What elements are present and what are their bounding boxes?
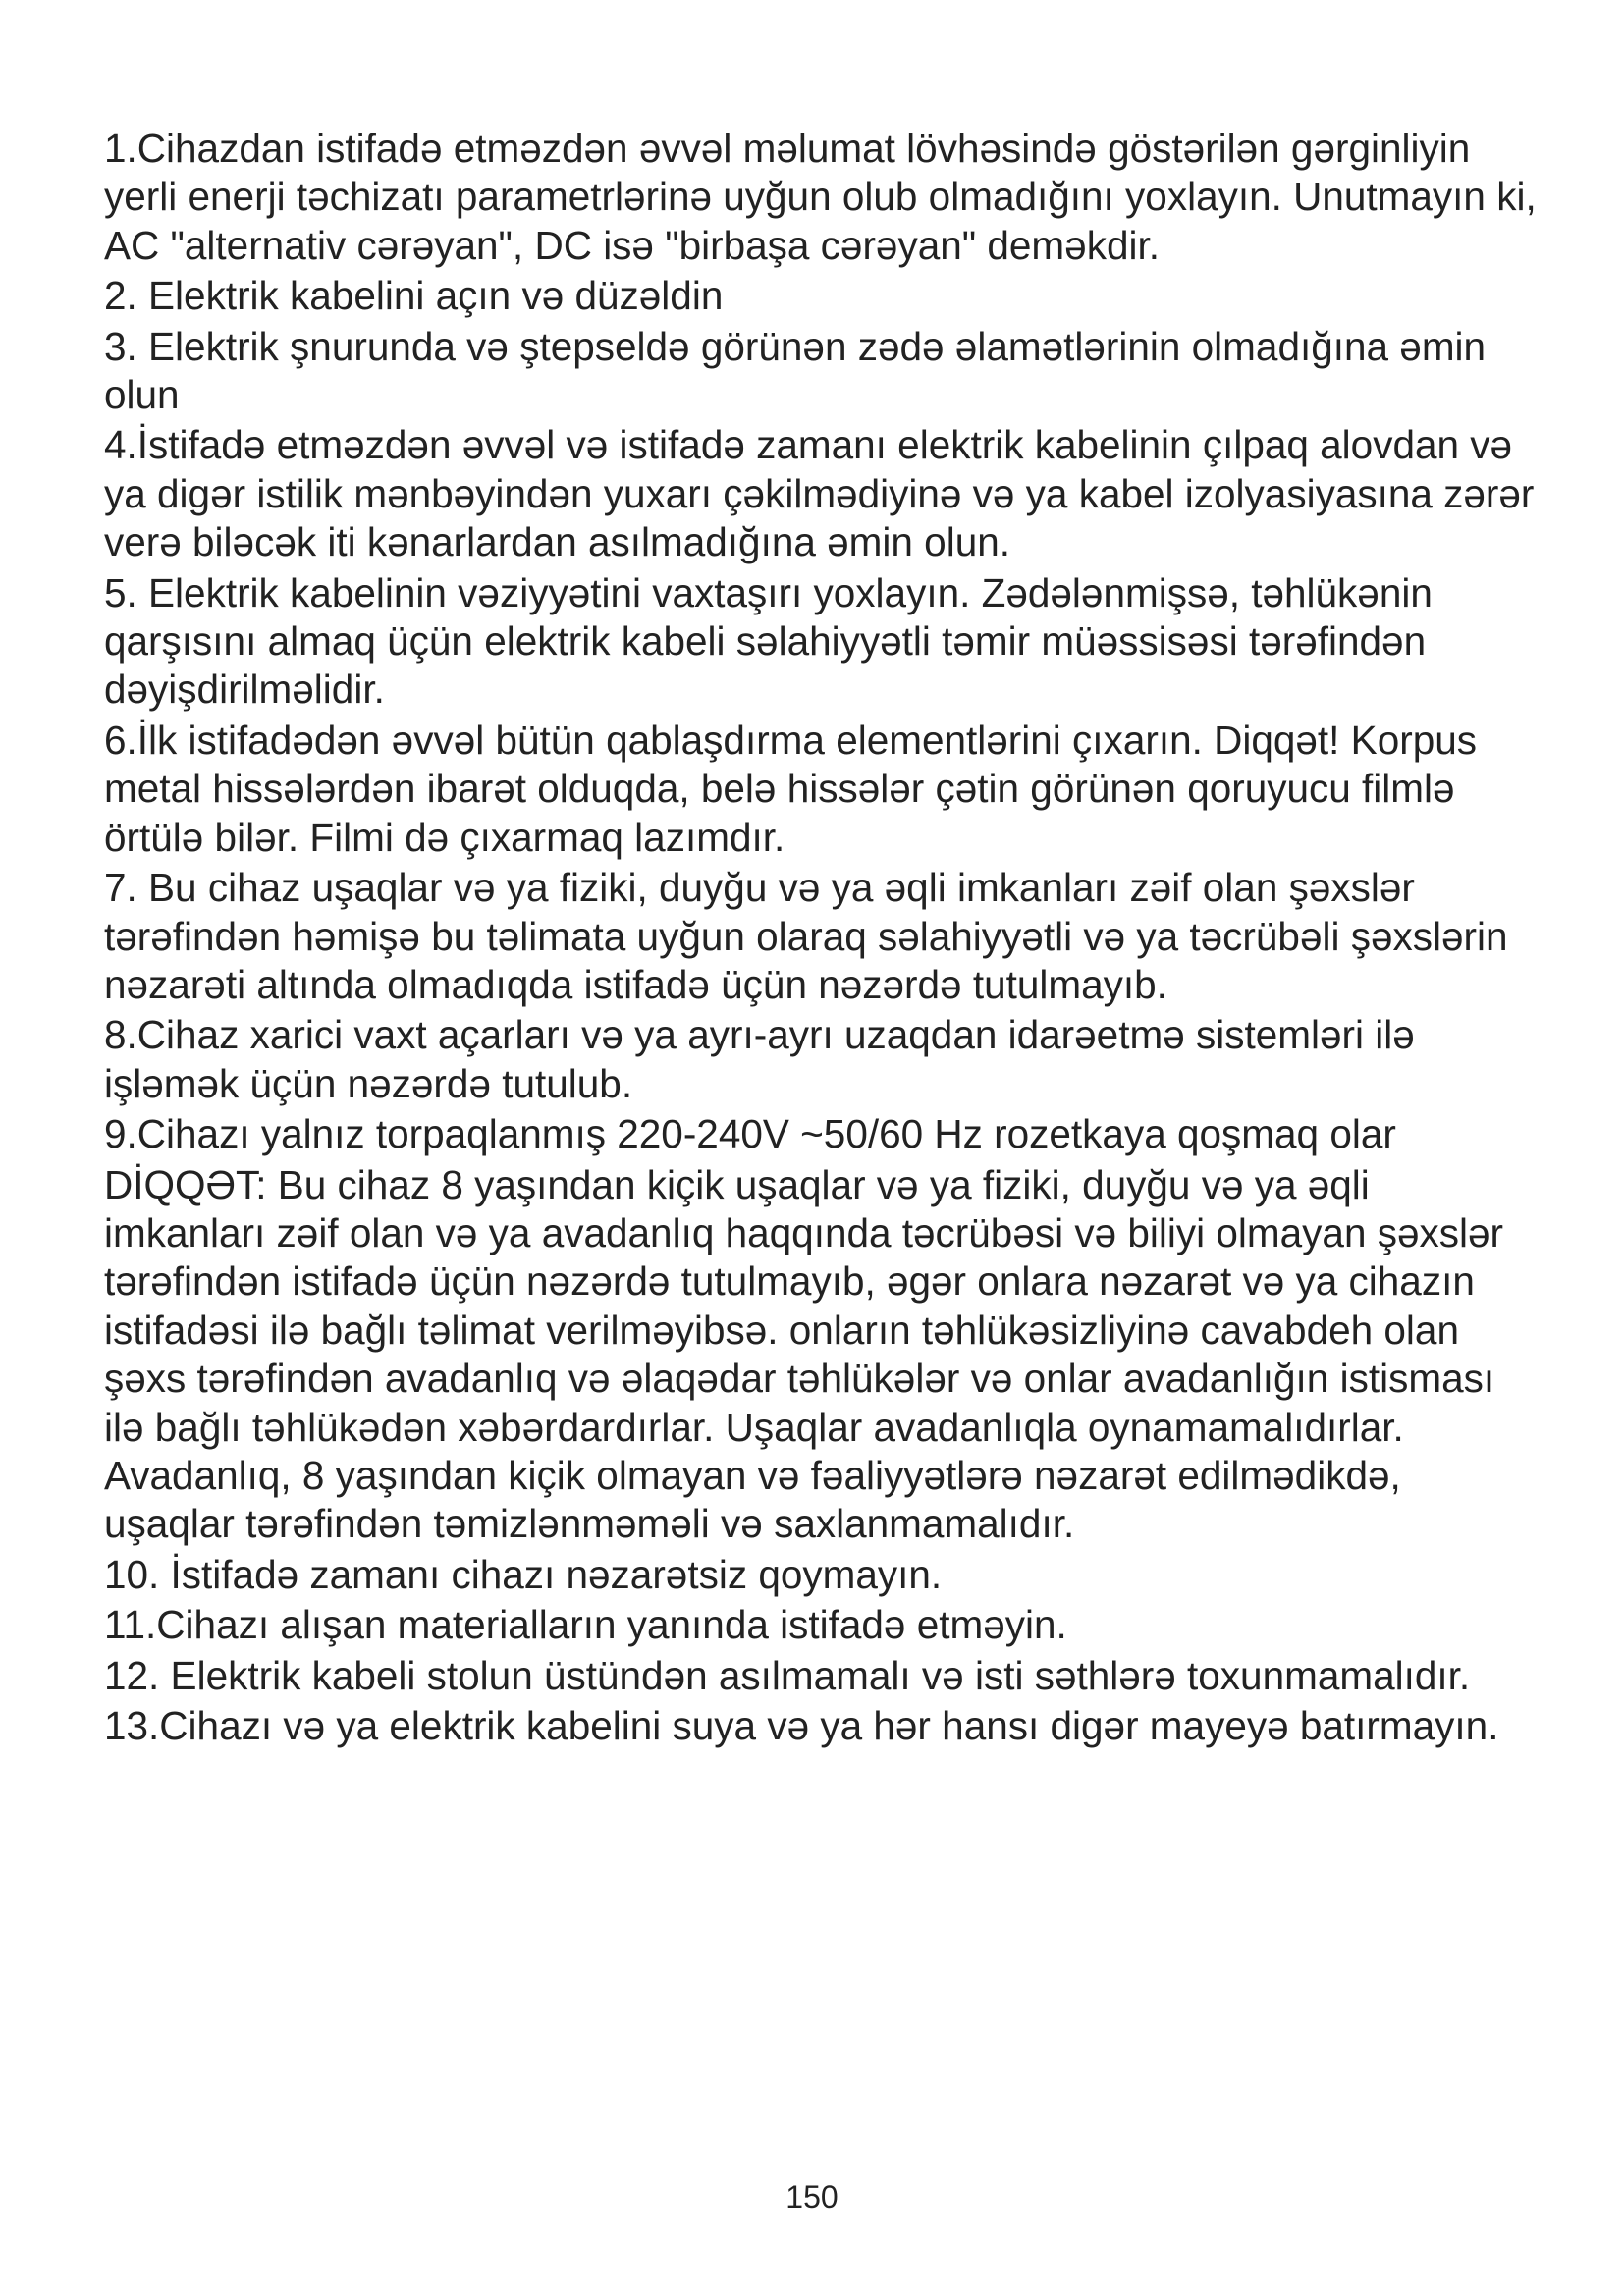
- instruction-paragraph: 9.Cihazı yalnız torpaqlanmış 220-240V ~50/60 Hz rozetkaya qoşmaq olar: [104, 1111, 1396, 1157]
- instructions-text: [104, 125, 1538, 1752]
- instruction-paragraph: 6.İlk istifadədən əvvəl bütün qablaşdırma elementlərini çıxarın. Diqqət! Korpus metal hissələrdən ibarət olduqda, belə hissələr çətin görünən qoruyucu filmlə örtülə bilər. Filmi də çıxarmaq lazımdır.: [104, 717, 1478, 860]
- instruction-paragraph: 13.Cihazı və ya elektrik kabelini suya və ya hər hansı digər mayeyə batırmayın.: [104, 1703, 1499, 1748]
- warning-paragraph: DİQQƏT: Bu cihaz 8 yaşından kiçik uşaqlar və ya fiziki, duyğu və ya əqli imkanları zəif olan və ya avadanlıq haqqında təcrübəsi və biliyi olmayan şəxslər tərəfindən istifadə üçün nəzərdə tutulmayıb, əgər onlara nəzarət və ya cihazın istifadəsi ilə bağlı təlimat verilməyibsə. onların təhlükəsizliyinə cavabdeh olan şəxs tərəfindən avadanlıq və əlaqədar təhlükələr və onlar avadanlığın istisması ilə bağlı təhlükədən xəbərdardırlar. Uşaqlar avadanlıqla oynamamalıdırlar. Avadanlıq, 8 yaşından kiçik olmayan və fəaliyyətlərə nəzarət edilmədikdə, uşaqlar tərəfindən təmizlənməməli və saxlanmamalıdır.: [104, 1161, 1504, 1547]
- instruction-paragraph: 4.İstifadə etməzdən əvvəl və istifadə zamanı elektrik kabelinin çılpaq alovdan və ya digər istilik mənbəyindən yuxarı çəkilmədiyinə və ya kabel izolyasiyasına zərər verə biləcək iti kənarlardan asılmadığına əmin olun.: [104, 422, 1535, 565]
- instruction-paragraph: 1.Cihazdan istifadə etməzdən əvvəl məlumat lövhəsində göstərilən gərginliyin yerli enerji təchizatı parametrlərinə uyğun olub olmadığını yoxlayın. Unutmayın ki, AC "alternativ cərəyan", DC isə "birbaşa cərəyan" deməkdir.: [104, 126, 1537, 268]
- instruction-paragraph: 11.Cihazı alışan materialların yanında istifadə etməyin.: [104, 1602, 1067, 1648]
- instruction-paragraph: 10. İstifadə zamanı cihazı nəzarətsiz qoymayın.: [104, 1551, 943, 1597]
- instruction-paragraph: 3. Elektrik şnurunda və ştepseldə görünən zədə əlamətlərinin olmadığına əmin olun: [104, 323, 1487, 418]
- instruction-paragraph: 12. Elektrik kabeli stolun üstündən asılmamalı və isti səthlərə toxunmamalıdır.: [104, 1652, 1471, 1698]
- instruction-paragraph: 8.Cihaz xarici vaxt açarları və ya ayrı-ayrı uzaqdan idarəetmə sistemləri ilə işləmək üçün nəzərdə tutulub.: [104, 1012, 1415, 1106]
- page-number: 150: [785, 2179, 839, 2215]
- instruction-paragraph: 5. Elektrik kabelinin vəziyyətini vaxtaşırı yoxlayın. Zədələnmişsə, təhlükənin qarşısını almaq üçün elektrik kabeli səlahiyyətli təmir müəssisəsi tərəfindən dəyişdirilməlidir.: [104, 569, 1433, 713]
- instruction-paragraph: 2. Elektrik kabelini açın və düzəldin: [104, 273, 724, 319]
- instruction-paragraph: 7. Bu cihaz uşaqlar və ya fiziki, duyğu və ya əqli imkanları zəif olan şəxslər tərəfindən həmişə bu təlimata uyğun olaraq səlahiyyətli və ya təcrübəli şəxslərin nəzarəti altında olmadıqda istifadə üçün nəzərdə tutulmayıb.: [104, 865, 1508, 1007]
